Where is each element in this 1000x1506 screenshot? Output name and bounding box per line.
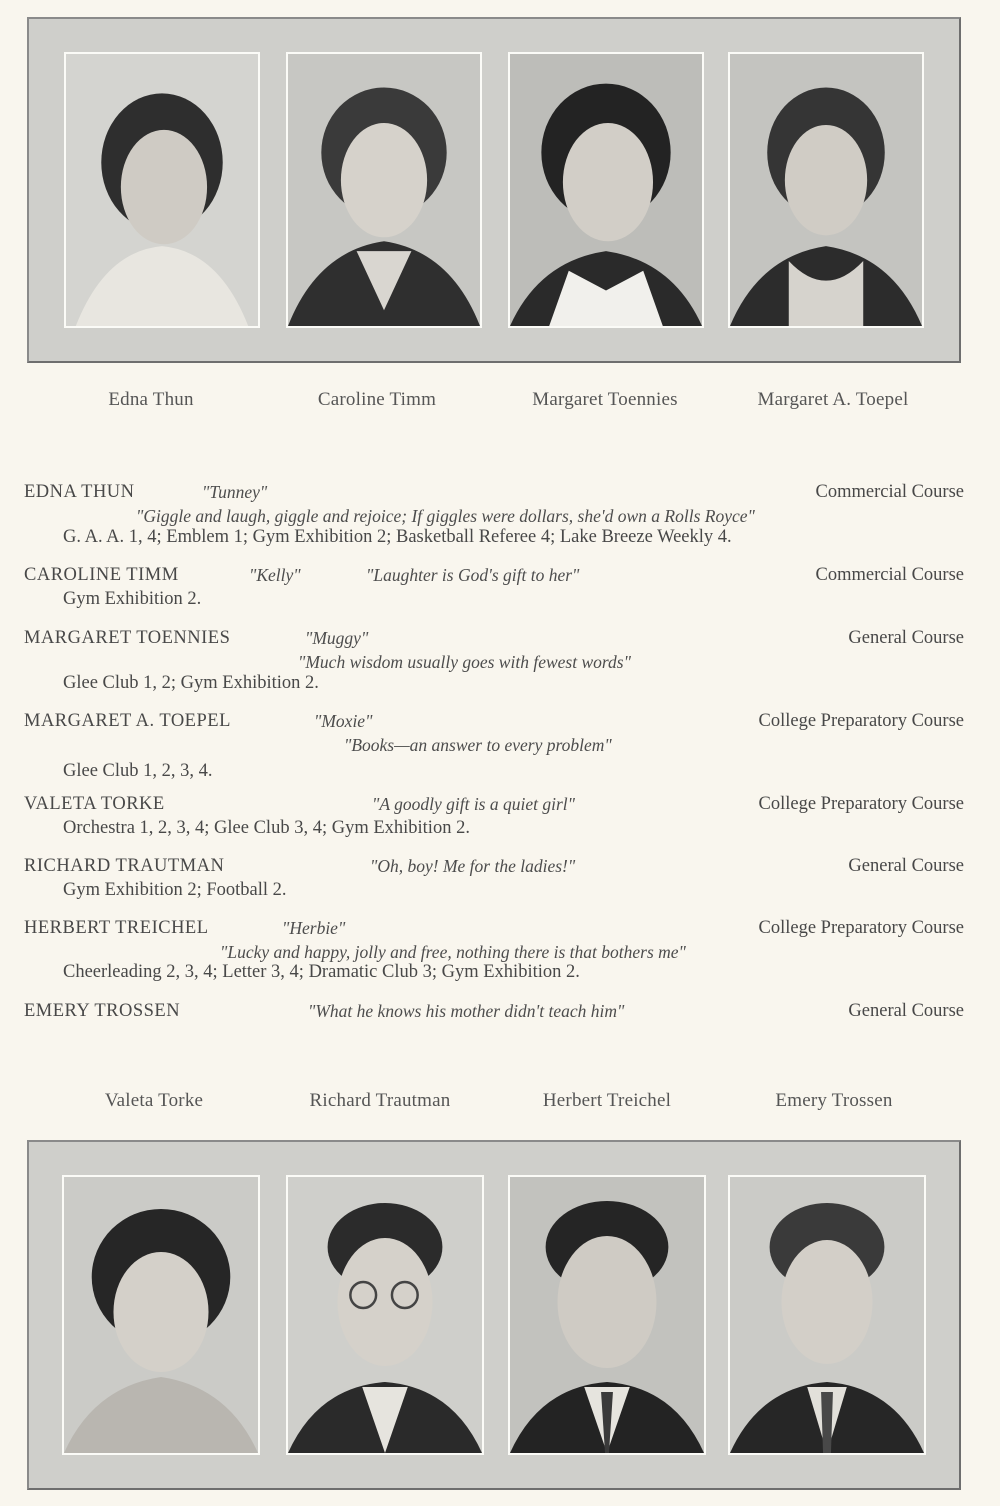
student-quote: "A goodly gift is a quiet girl" xyxy=(372,794,575,814)
student-course: General Course xyxy=(848,1001,964,1021)
student-course: College Preparatory Course xyxy=(758,794,964,814)
student-quote: "Lucky and happy, jolly and free, nothing there is that bothers me" xyxy=(220,942,686,962)
student-activities: Gym Exhibition 2; Football 2. xyxy=(63,880,287,900)
student-name: EMERY TROSSEN xyxy=(24,1001,181,1021)
student-nickname: "Muggy" xyxy=(305,628,369,648)
student-quote: "Laughter is God's gift to her" xyxy=(366,565,580,585)
student-course: General Course xyxy=(848,856,964,876)
student-quote: "What he knows his mother didn't teach him" xyxy=(308,1001,625,1021)
portrait-photo xyxy=(286,1175,484,1455)
student-course: Commercial Course xyxy=(815,482,964,502)
student-nickname: "Moxie" xyxy=(314,711,373,731)
student-activities: Glee Club 1, 2; Gym Exhibition 2. xyxy=(63,673,319,693)
student-name: EDNA THUN xyxy=(24,482,135,502)
student-quote: "Oh, boy! Me for the ladies!" xyxy=(370,856,576,876)
portrait-photo xyxy=(508,1175,706,1455)
top-photo-panel xyxy=(27,17,961,363)
portrait-photo xyxy=(728,52,924,328)
student-course: College Preparatory Course xyxy=(758,918,964,938)
student-nickname: "Tunney" xyxy=(202,482,268,502)
photo-caption: Caroline Timm xyxy=(317,389,437,410)
portrait-photo xyxy=(728,1175,926,1455)
student-nickname: "Kelly" xyxy=(249,565,301,585)
portrait-photo xyxy=(64,52,260,328)
student-entry xyxy=(24,565,964,613)
student-activities: Glee Club 1, 2, 3, 4. xyxy=(63,761,213,781)
photo-caption: Herbert Treichel xyxy=(542,1090,672,1111)
student-name: HERBERT TREICHEL xyxy=(24,918,209,938)
photo-caption: Valeta Torke xyxy=(104,1090,204,1111)
student-course: General Course xyxy=(848,628,964,648)
student-activities: Gym Exhibition 2. xyxy=(63,589,202,609)
photo-caption: Edna Thun xyxy=(108,389,194,410)
student-name: MARGARET TOENNIES xyxy=(24,628,231,648)
photo-caption: Margaret Toennies xyxy=(532,389,678,410)
student-quote: "Giggle and laugh, giggle and rejoice; If giggles were dollars, she'd own a Rolls Royce" xyxy=(136,506,755,526)
student-entry xyxy=(24,482,964,551)
student-name: RICHARD TRAUTMAN xyxy=(24,856,225,876)
student-activities: G. A. A. 1, 4; Emblem 1; Gym Exhibition 2; Basketball Referee 4; Lake Breeze Weekly 4. xyxy=(63,527,732,547)
student-quote: "Books—an answer to every problem" xyxy=(344,735,612,755)
photo-caption: Richard Trautman xyxy=(309,1090,451,1111)
bottom-photo-panel xyxy=(27,1140,961,1490)
portrait-photo xyxy=(508,52,704,328)
student-activities: Orchestra 1, 2, 3, 4; Glee Club 3, 4; Gym Exhibition 2. xyxy=(63,818,470,838)
student-entry xyxy=(24,856,964,904)
student-quote: "Much wisdom usually goes with fewest words" xyxy=(298,652,631,672)
student-entry xyxy=(24,1001,964,1025)
student-entry xyxy=(24,918,964,986)
student-entry xyxy=(24,794,964,842)
student-course: Commercial Course xyxy=(815,565,964,585)
student-activities: Cheerleading 2, 3, 4; Letter 3, 4; Dramatic Club 3; Gym Exhibition 2. xyxy=(63,962,580,982)
portrait-photo xyxy=(286,52,482,328)
student-name: MARGARET A. TOEPEL xyxy=(24,711,231,731)
student-name: CAROLINE TIMM xyxy=(24,565,179,585)
student-entry xyxy=(24,711,964,785)
student-name: VALETA TORKE xyxy=(24,794,165,814)
student-course: College Preparatory Course xyxy=(758,711,964,731)
student-entry xyxy=(24,628,964,697)
student-nickname: "Herbie" xyxy=(282,918,346,938)
portrait-photo xyxy=(62,1175,260,1455)
photo-caption: Margaret A. Toepel xyxy=(757,389,909,410)
photo-caption: Emery Trossen xyxy=(775,1090,893,1111)
